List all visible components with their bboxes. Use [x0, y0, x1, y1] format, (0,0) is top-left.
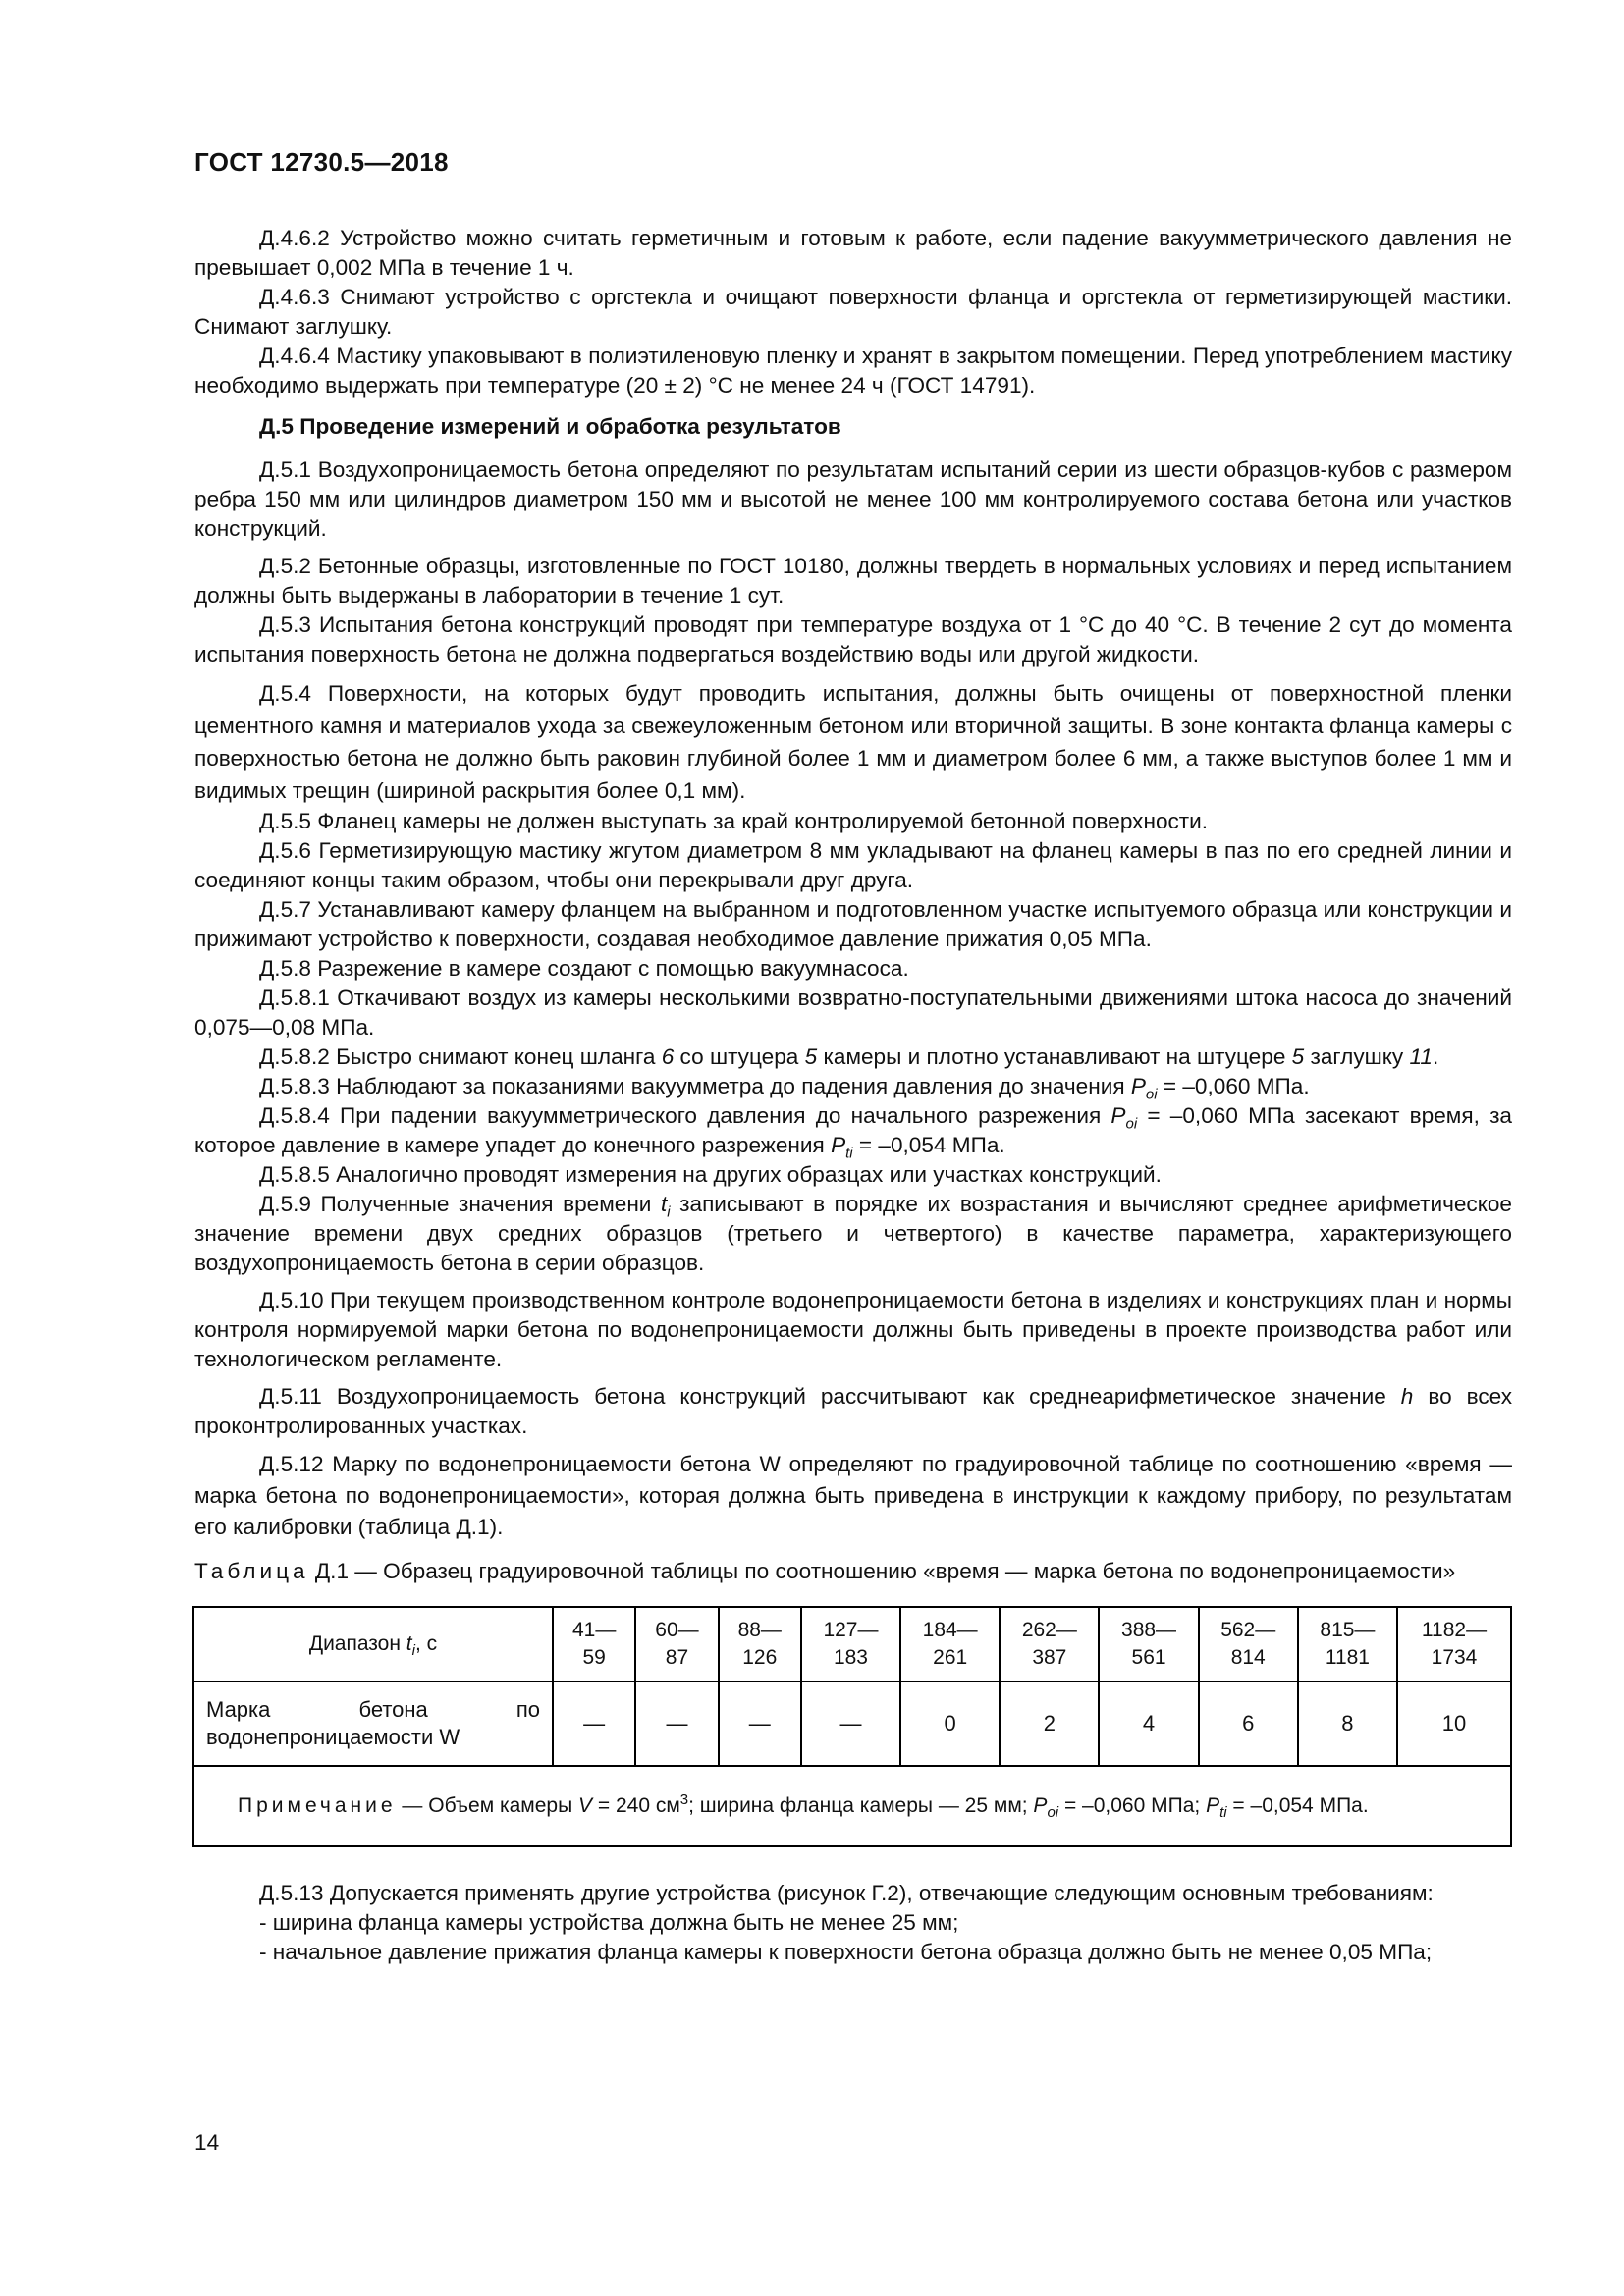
document-body [194, 224, 1512, 1967]
page-number: 14 [194, 2130, 220, 2155]
paragraph-d56: Д.5.6 Герметизирующую мастику жгутом диаметром 8 мм укладывают на фланец камеры в паз по его средней линии и соединяют концы таким образом, чтобы они перекрывали друг друга. [194, 838, 1512, 892]
table-row-ranges [193, 1607, 1511, 1682]
range-cell: 60— 87 [635, 1607, 718, 1682]
range-cell: 88— 126 [719, 1607, 801, 1682]
range-cell: 184— 261 [900, 1607, 1000, 1682]
range-cell: 562— 814 [1199, 1607, 1298, 1682]
paragraph-d585: Д.5.8.5 Аналогично проводят измерения на других образцах или участках конструкций. [259, 1162, 1162, 1187]
paragraph-d462: Д.4.6.2 Устройство можно считать герметичным и готовым к работе, если падение вакуумметрического давления не превышает 0,002 МПа в течение 1 ч. [194, 226, 1512, 280]
paragraph-d58: Д.5.8 Разрежение в камере создают с помощью вакуумнасоса. [259, 956, 909, 981]
paragraph-d57: Д.5.7 Устанавливают камеру фланцем на выбранном и подготовленном участке испытуемого образца или конструкции и прижимают устройство к поверхности, создавая необходимое давление прижатия 0,05 МПа. [194, 897, 1512, 951]
paragraph-d582: Д.5.8.2 Быстро снимают конец шланга 6 со штуцера 5 камеры и плотно устанавливают на штуцере 5 заглушку 11. [259, 1044, 1439, 1069]
grade-cell: 0 [900, 1682, 1000, 1766]
range-cell: 41— 59 [553, 1607, 635, 1682]
grade-cell: — [719, 1682, 801, 1766]
range-cell: 1182— 1734 [1397, 1607, 1511, 1682]
paragraph-d584: Д.5.8.4 При падении вакуумметрического давления до начального разрежения $P_{oi} = -0,060$ МПа засекают время, за которое давление в камере упадет до конечного разрежения $P_{ti} = -0,054$ МПа. [194, 1103, 1512, 1162]
grade-cell: 10 [1397, 1682, 1511, 1766]
grade-cell: 8 [1298, 1682, 1397, 1766]
paragraph-d510: Д.5.10 При текущем производственном контроле водонепроницаемости бетона в изделиях и конструкциях план и нормы контроля нормируемой марки бетона по водонепроницаемости должны быть приведены в проекте производства работ или технологическом регламенте. [194, 1288, 1512, 1371]
table-note: Примечание — Объем камеры V = 240 $см^3$; ширина фланца камеры — 25 мм; $P_{oi} = -0,060$ МПа; $P_{ti} = -0,054$ МПа. [193, 1766, 1511, 1846]
range-cell: 815— 1181 [1298, 1607, 1397, 1682]
range-cell: 127— 183 [801, 1607, 900, 1682]
grade-cell: 4 [1099, 1682, 1198, 1766]
grade-cell: — [635, 1682, 718, 1766]
range-cell: 388— 561 [1099, 1607, 1198, 1682]
paragraph-d512: Д.5.12 Марку по водонепроницаемости бетона W определяют по градуировочной таблице по соотношению «время — марка бетона по водонепроницаемости», которая должна быть приведена в инструкции к каждому прибору, по результатам его калибровки (таблица Д.1). [194, 1452, 1512, 1539]
paragraph-d55: Д.5.5 Фланец камеры не должен выступать за край контролируемой бетонной поверхности. [259, 809, 1209, 833]
table-row-note [193, 1766, 1511, 1846]
table-row-grades [193, 1682, 1511, 1766]
calibration-table [192, 1606, 1512, 1847]
list-item: - начальное давление прижатия фланца камеры к поверхности бетона образца должно быть не менее 0,05 МПа; [259, 1940, 1433, 1964]
paragraph-d581: Д.5.8.1 Откачивают воздух из камеры несколькими возвратно-поступательными движениями штока насоса до значений 0,075—0,08 МПа. [194, 986, 1512, 1040]
range-label-cell: Диапазон $t_i$, с [193, 1607, 553, 1682]
paragraph-d54: Д.5.4 Поверхности, на которых будут проводить испытания, должны быть очищены от поверхностной пленки цементного камня и материалов ухода за свежеуложенным бетоном или вторичной защиты. В зоне контакта фланца камеры с поверхностью бетона не должно быть раковин глубиной более 1 мм и диаметром более 6 мм, а также выступов более 1 мм и видимых трещин (шириной раскрытия более 0,1 мм). [194, 681, 1512, 803]
grade-cell: 2 [1000, 1682, 1099, 1766]
paragraph-d583: Д.5.8.3 Наблюдают за показаниями вакуумметра до падения давления до значения $P_{oi} = -0,060$ МПа. [259, 1074, 1310, 1103]
paragraph-d52: Д.5.2 Бетонные образцы, изготовленные по ГОСТ 10180, должны твердеть в нормальных условиях и перед испытанием должны быть выдержаны в лаборатории в течение 1 сут. [194, 554, 1512, 608]
paragraph-d51: Д.5.1 Воздухопроницаемость бетона определяют по результатам испытаний серии из шести образцов-кубов с размером ребра 150 мм или цилиндров диаметром 150 мм и высотой не менее 100 мм контролируемого состава бетона или участков конструкций. [194, 457, 1512, 541]
range-cell: 262— 387 [1000, 1607, 1099, 1682]
paragraph-d511: Д.5.11 Воздухопроницаемость бетона конструкций рассчитывают как среднеарифметическое значение h во всех проконтролированных участках. [194, 1384, 1513, 1438]
paragraph-d59: Д.5.9 Полученные значения времени $t_i$ записывают в порядке их возрастания и вычисляют среднее арифметическое значение времени двух средних образцов (третьего и четвертого) в качестве параметра, характеризующего воздухопроницаемость бетона в серии образцов. [194, 1192, 1512, 1275]
grade-cell: — [801, 1682, 900, 1766]
table-caption: Таблица Д.1 — Образец градуировочной таблицы по соотношению «время — марка бетона по водонепроницаемости» [194, 1559, 1456, 1583]
list-item: - ширина фланца камеры устройства должна быть не менее 25 мм; [259, 1910, 959, 1935]
section-title-d5: Д.5 Проведение измерений и обработка результатов [259, 414, 841, 439]
paragraph-d53: Д.5.3 Испытания бетона конструкций проводят при температуре воздуха от 1 °С до 40 °С. В течение 2 сут до момента испытания поверхность бетона не должна подвергаться воздействию воды или другой жидкости. [194, 613, 1512, 667]
paragraph-d513: Д.5.13 Допускается применять другие устройства (рисунок Г.2), отвечающие следующим основным требованиям: [259, 1881, 1434, 1905]
grade-cell: — [553, 1682, 635, 1766]
document-header: ГОСТ 12730.5—2018 [194, 147, 449, 177]
grade-cell: 6 [1199, 1682, 1298, 1766]
paragraph-d464: Д.4.6.4 Мастику упаковывают в полиэтиленовую пленку и хранят в закрытом помещении. Перед употреблением мастику необходимо выдержать при температуре (20 ± 2) °С не менее 24 ч (ГОСТ 14791). [194, 344, 1512, 398]
grade-label-cell: Марка бетона по водонепроницаемости W [193, 1682, 553, 1766]
paragraph-d463: Д.4.6.3 Снимают устройство с оргстекла и очищают поверхности фланца и оргстекла от герметизирующей мастики. Снимают заглушку. [194, 285, 1512, 339]
